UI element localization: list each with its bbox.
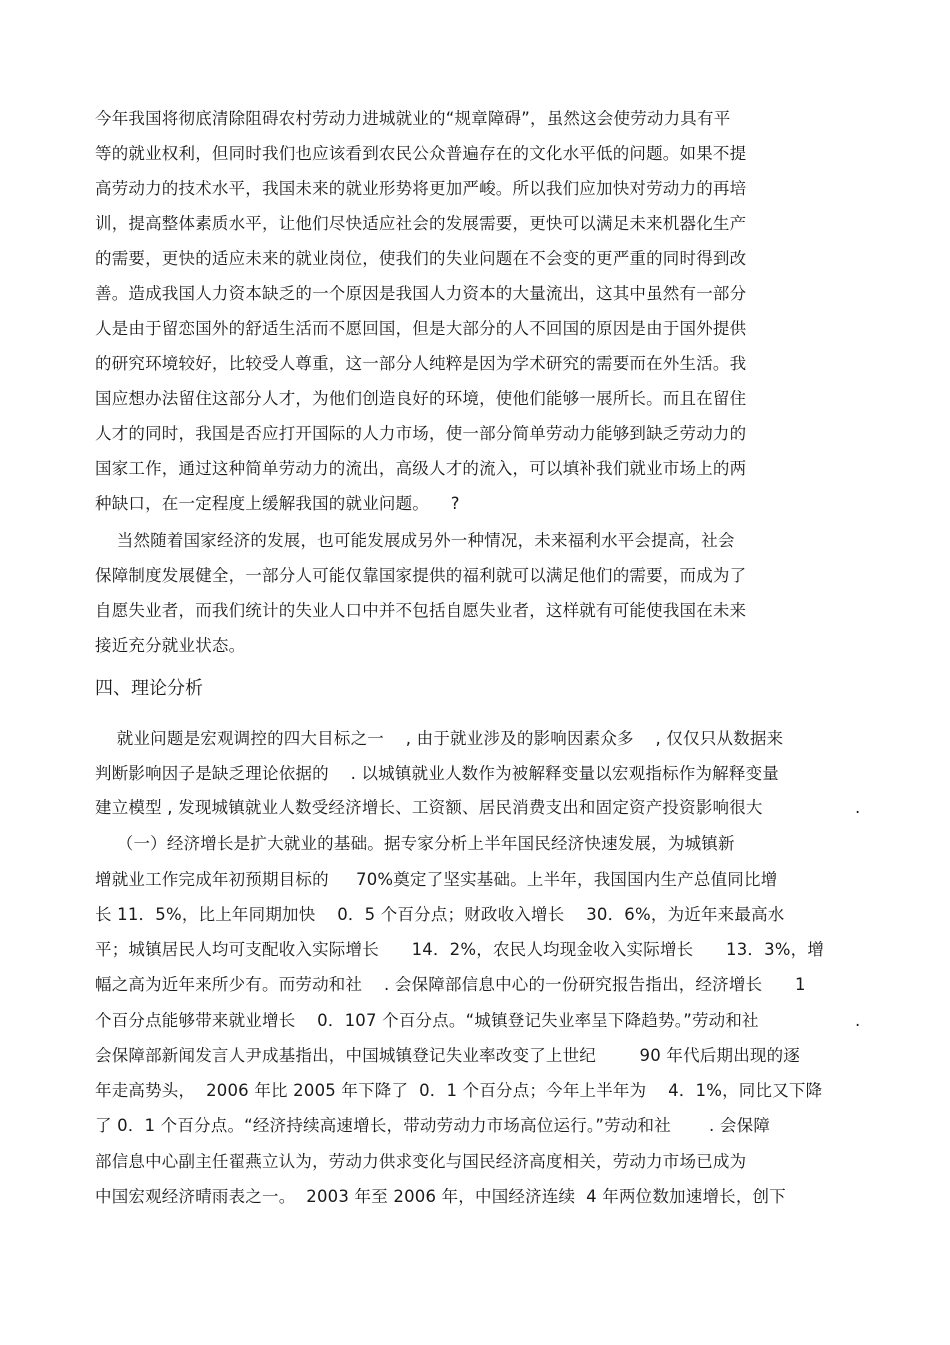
text-line: 人是由于留恋国外的舒适生活而不愿回国，但是大部分的人不回国的原因是由于国外提供 xyxy=(95,319,747,338)
text-line: 人才的同时，我国是否应打开国际的人力市场，使一部分简单劳动力能够到缺乏劳动力的 xyxy=(95,424,747,443)
text-line: 等的就业权利，但同时我们也应该看到农民公众普遍存在的文化水平低的问题。如果不提 xyxy=(95,144,747,163)
section-heading: 四、理论分析 xyxy=(95,678,203,699)
text-line: 国应想办法留住这部分人才，为他们创造良好的环境，使他们能够一展所长。而且在留住 xyxy=(95,389,747,408)
text-line: 的研究环境较好，比较受人尊重，这一部分人纯粹是因为学术研究的需要而在外生活。我 xyxy=(95,354,747,373)
text-line: 了 0．1 个百分点。“经济持续高速增长，带动劳动力市场高位运行。”劳动和社 . 会保障 xyxy=(95,1116,771,1135)
text-line: 种缺口，在一定程度上缓解我国的就业问题。 ? xyxy=(95,494,460,513)
text-line: 中国宏观经济晴雨表之一。 2003 年至 2006 年，中国经济连续 4 年两位数加速增长，创下 xyxy=(95,1187,786,1206)
text-line: 部信息中心副主任翟燕立认为，劳动力供求变化与国民经济高度相关，劳动力市场已成为 xyxy=(95,1152,747,1171)
text-line: 接近充分就业状态。 xyxy=(95,636,246,655)
text-line: 幅之高为近年来所少有。而劳动和社 . 会保障部信息中心的一份研究报告指出，经济增长 1 xyxy=(95,975,806,994)
trailing-period: . xyxy=(855,798,861,817)
text-line: 平；城镇居民人均可支配收入实际增长 14．2%，农民人均现金收入实际增长 13．3%，增 xyxy=(95,940,825,959)
text-line: 善。造成我国人力资本缺乏的一个原因是我国人力资本的大量流出，这其中虽然有一部分 xyxy=(95,284,747,303)
text-line: 高劳动力的技术水平，我国未来的就业形势将更加严峻。所以我们应加快对劳动力的再培 xyxy=(95,179,747,198)
text-line: 建立模型 , 发现城镇就业人数受经济增长、工资额、居民消费支出和固定资产投资影响很大 xyxy=(95,798,763,817)
text-line: 判断影响因子是缺乏理论依据的 . 以城镇就业人数作为被解释变量以宏观指标作为解释变量 xyxy=(95,764,779,783)
text-line: 的需要，更快的适应未来的就业岗位，使我们的失业问题在不会变的更严重的同时得到改 xyxy=(95,249,747,268)
text-line: 当然随着国家经济的发展，也可能发展成另外一种情况，未来福利水平会提高，社会 xyxy=(95,531,735,550)
text-line: 今年我国将彻底清除阻碍农村劳动力进城就业的“规章障碍”，虽然这会使劳动力具有平 xyxy=(95,109,731,128)
trailing-period: . xyxy=(855,1011,861,1030)
text-line: 年走高势头， 2006 年比 2005 年下降了 0．1 个百分点；今年上半年为 4．1%，同比又下降 xyxy=(95,1081,823,1100)
text-line: 长 11．5%，比上年同期加快 0．5 个百分点；财政收入增长 30．6%，为近年来最高水 xyxy=(95,905,785,924)
text-line: 会保障部新闻发言人尹成基指出，中国城镇登记失业率改变了上世纪 90 年代后期出现的逐 xyxy=(95,1046,800,1065)
text-line: 自愿失业者，而我们统计的失业人口中并不包括自愿失业者，这样就有可能使我国在未来 xyxy=(95,601,747,620)
text-line: 国家工作，通过这种简单劳动力的流出，高级人才的流入，可以填补我们就业市场上的两 xyxy=(95,459,747,478)
text-line: 训，提高整体素质水平，让他们尽快适应社会的发展需要，更快可以满足未来机器化生产 xyxy=(95,214,747,233)
text-line: 增就业工作完成年初预期目标的 70%奠定了坚实基础。上半年，我国国内生产总值同比增 xyxy=(95,870,778,889)
text-line: 个百分点能够带来就业增长 0．107 个百分点。“城镇登记失业率呈下降趋势。”劳动和社 xyxy=(95,1011,759,1030)
text-line: （一）经济增长是扩大就业的基础。据专家分析上半年国民经济快速发展，为城镇新 xyxy=(95,834,735,853)
text-line: 保障制度发展健全，一部分人可能仅靠国家提供的福利就可以满足他们的需要，而成为了 xyxy=(95,566,747,585)
text-line: 就业问题是宏观调控的四大目标之一 , 由于就业涉及的影响因素众多 , 仅仅只从数据来 xyxy=(95,729,784,748)
